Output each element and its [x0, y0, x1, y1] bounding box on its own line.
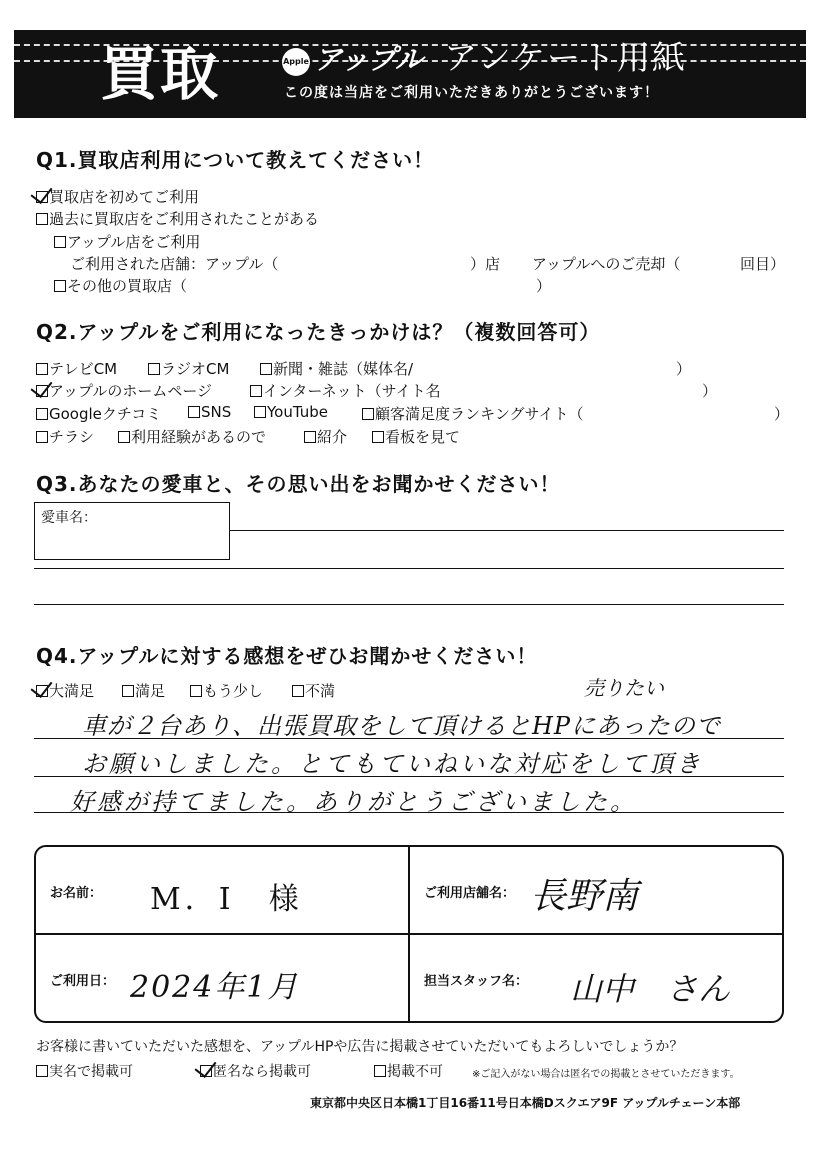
q2-option-experience-label: 利用経験があるので	[131, 428, 267, 446]
checkbox[interactable]	[188, 406, 200, 418]
q2-option-tv-label: テレビCM	[49, 360, 118, 378]
checkbox[interactable]	[118, 431, 130, 443]
q3-heading: Q3.あなたの愛車と、その思い出をお聞かせください！	[36, 472, 561, 496]
q2-option-homepage-label: アップルのホームページ	[49, 382, 213, 400]
car-name-box[interactable]	[34, 502, 230, 560]
q1-sales-label: アップルへのご売却（	[532, 255, 681, 273]
brand-name: アップル	[314, 43, 423, 76]
q2-option-sns[interactable]	[188, 403, 231, 421]
staff-name-label: 担当スタッフ名：	[424, 974, 529, 989]
q1-heading: Q1.買取店利用について教えてください！	[36, 148, 435, 172]
checkbox[interactable]	[36, 431, 48, 443]
q2-option-internet[interactable]	[250, 380, 441, 401]
q1-store-suffix: ）店	[470, 255, 501, 273]
checkbox[interactable]	[362, 408, 374, 420]
q2-option-news-label: 新聞・雑誌（媒体名/	[273, 360, 414, 378]
q1-option-past[interactable]	[36, 208, 319, 229]
q2-option-news[interactable]	[260, 358, 413, 379]
q1-option-first-label: 買取店を初めてご利用	[49, 188, 200, 206]
q4-option-little-more-label: もう少し	[203, 682, 264, 700]
consent-question: お客様に書いていただいた感想を、アップルHPや広告に掲載させていただいてもよろしいでしょうか？	[36, 1039, 684, 1055]
handwritten-insert: 売りたい	[584, 676, 664, 700]
checkbox-checked[interactable]	[36, 191, 48, 203]
q2-option-signboard[interactable]	[372, 426, 460, 447]
q2-option-ranking-label: 顧客満足度ランキングサイト（	[375, 405, 584, 423]
q2-option-referral[interactable]	[304, 426, 347, 447]
q2-option-radio[interactable]	[148, 358, 229, 379]
q2-option-radio-label: ラジオCM	[161, 360, 230, 378]
checkbox-checked[interactable]	[36, 385, 48, 397]
q1-option-apple-label: アップル店をご利用	[67, 233, 201, 251]
comment-line-3: 好感が持てました。ありがとうございました。	[70, 788, 637, 816]
q1-sales-suffix: 回目）	[740, 255, 786, 273]
consent-not-allowed-label: 掲載不可	[387, 1064, 443, 1080]
q2-option-homepage[interactable]	[36, 380, 212, 401]
q2-option-signboard-label: 看板を見て	[385, 428, 461, 446]
checkbox[interactable]	[36, 408, 48, 420]
comment-line-2: お願いしました。とてもていねいな対応をして頂き	[82, 750, 703, 778]
car-name-label: 愛車名：	[41, 510, 97, 526]
q4-option-satisfied[interactable]	[122, 680, 165, 701]
q2-option-ranking[interactable]	[362, 403, 584, 424]
q2-option-sns-label: SNS	[201, 403, 232, 421]
checkbox[interactable]	[260, 363, 272, 375]
survey-title: アンケート用紙	[444, 38, 688, 77]
date-value[interactable]: 2024年1月	[130, 970, 300, 1005]
store-name-label: ご利用店舗名：	[424, 886, 516, 901]
table-divider-horizontal	[34, 933, 784, 935]
checkbox[interactable]	[36, 213, 48, 225]
checkbox[interactable]	[190, 685, 202, 697]
footer-address: 東京都中央区日本橋1丁目16番11号日本橋Dスクエア9F アップルチェーン本部	[310, 1096, 741, 1110]
checkbox-checked[interactable]	[36, 685, 48, 697]
checkbox[interactable]	[372, 431, 384, 443]
consent-anonymous-label: 匿名なら掲載可	[213, 1064, 311, 1080]
q2-option-youtube[interactable]	[254, 403, 328, 421]
store-name-value[interactable]: 長野南	[530, 876, 639, 917]
checkbox[interactable]	[292, 685, 304, 697]
name-value[interactable]: M．I 様	[150, 882, 303, 917]
q2-option-google[interactable]	[36, 403, 161, 424]
checkbox[interactable]	[254, 406, 266, 418]
q4-option-dissatisfied[interactable]	[292, 680, 335, 701]
q2-news-close: ）	[676, 360, 692, 378]
q4-option-dissatisfied-label: 不満	[305, 682, 336, 700]
name-label: お名前：	[50, 886, 103, 901]
checkbox[interactable]	[54, 236, 66, 248]
consent-real-name[interactable]	[36, 1061, 133, 1081]
q2-option-experience[interactable]	[118, 426, 266, 447]
date-label: ご利用日：	[50, 974, 116, 989]
checkbox[interactable]	[374, 1065, 386, 1077]
q1-option-apple[interactable]	[54, 231, 200, 252]
checkbox[interactable]	[148, 363, 160, 375]
q3-write-line[interactable]	[34, 568, 784, 569]
q1-option-other[interactable]	[54, 275, 187, 296]
q2-option-youtube-label: YouTube	[267, 403, 328, 421]
q4-heading: Q4.アップルに対する感想をぜひお聞かせください！	[36, 644, 538, 668]
checkbox[interactable]	[36, 1065, 48, 1077]
checkbox-checked[interactable]	[200, 1065, 212, 1077]
q2-ranking-close: ）	[774, 405, 790, 423]
apple-logo-mark: Apple	[282, 48, 310, 76]
q2-option-flyer-label: チラシ	[49, 428, 95, 446]
comment-line-1: 車が２台あり、出張買取をして頂けるとHPにあったので	[82, 712, 721, 740]
q1-option-past-label: 過去に買取店をご利用されたことがある	[49, 210, 320, 228]
q4-option-satisfied-label: 満足	[135, 682, 166, 700]
q1-store-label: ご利用された店舗：アップル（	[70, 255, 279, 273]
q2-option-flyer[interactable]	[36, 426, 94, 447]
q1-option-other-label: その他の買取店（	[67, 277, 188, 295]
q3-write-line[interactable]	[230, 530, 784, 531]
q1-option-first[interactable]	[36, 186, 199, 207]
kaitori-logo: 買取	[100, 40, 221, 108]
checkbox[interactable]	[304, 431, 316, 443]
consent-note: ※ご記入がない場合は匿名での掲載とさせていただきます。	[472, 1069, 740, 1080]
q3-write-line[interactable]	[34, 604, 784, 605]
checkbox[interactable]	[54, 280, 66, 292]
thanks-message: この度は当店をご利用いただきありがとうございます！	[284, 85, 659, 101]
checkbox[interactable]	[122, 685, 134, 697]
staff-name-value[interactable]: 山中 さん	[570, 970, 731, 1008]
q4-option-very-satisfied[interactable]	[36, 680, 94, 701]
q2-option-referral-label: 紹介	[317, 428, 348, 446]
header-banner	[14, 30, 806, 118]
checkbox[interactable]	[250, 385, 262, 397]
consent-anonymous[interactable]	[200, 1061, 311, 1081]
q1-other-close: ）	[536, 277, 552, 295]
q2-internet-close: ）	[702, 382, 718, 400]
consent-real-name-label: 実名で掲載可	[49, 1064, 133, 1080]
q2-option-tv[interactable]	[36, 358, 117, 379]
consent-not-allowed[interactable]	[374, 1061, 443, 1081]
q4-option-very-satisfied-label: 大満足	[49, 682, 95, 700]
q4-option-little-more[interactable]	[190, 680, 263, 701]
checkbox[interactable]	[36, 363, 48, 375]
q2-heading: Q2.アップルをご利用になったきっかけは？（複数回答可）	[36, 320, 601, 344]
q2-option-google-label: Googleクチコミ	[49, 405, 162, 423]
q2-option-internet-label: インターネット（サイト名	[263, 382, 441, 400]
